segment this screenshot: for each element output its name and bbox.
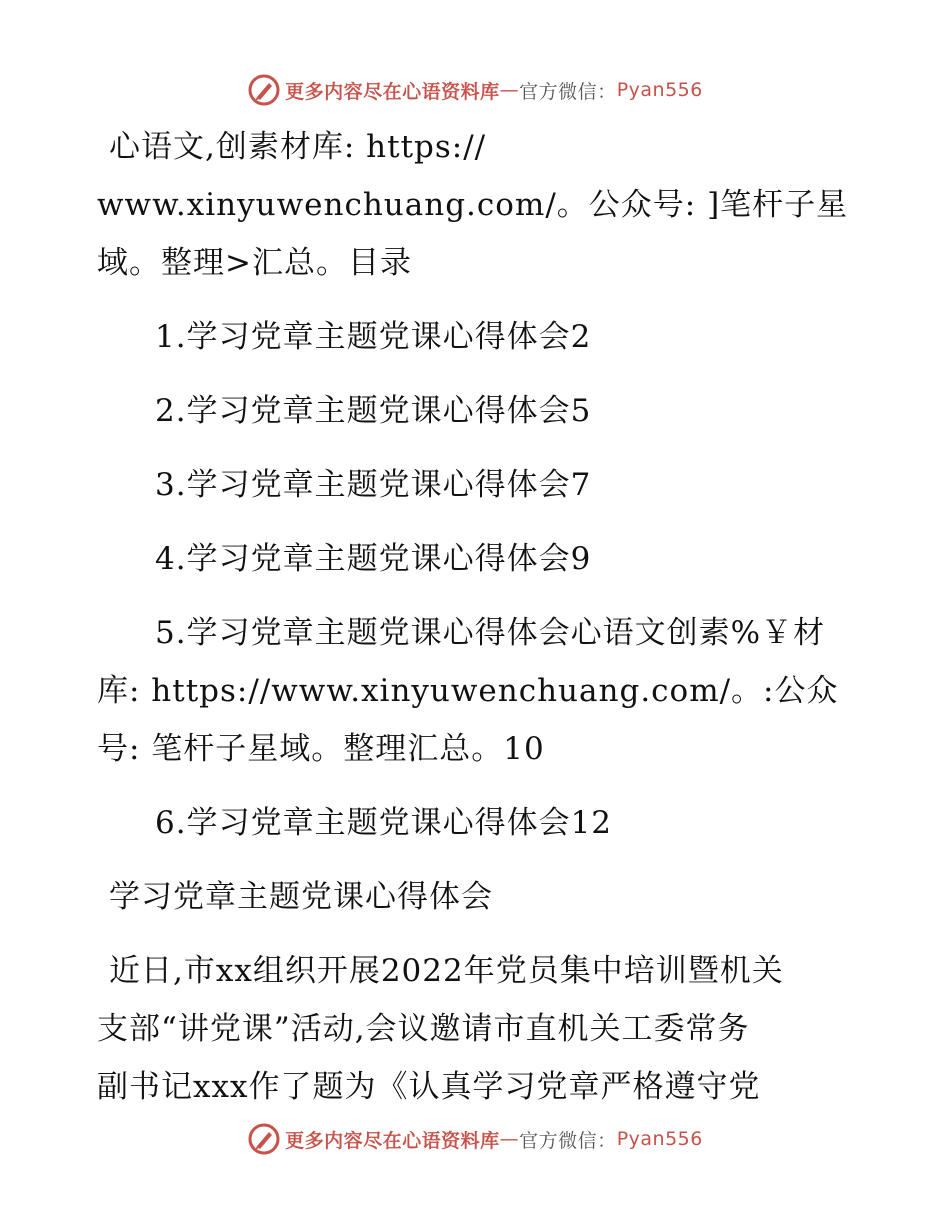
banner-main-text: 更多内容尽在心语资料库 xyxy=(285,1129,500,1152)
banner-main-text: 更多内容尽在心语资料库 xyxy=(285,80,500,103)
toc-item: 1.学习党章主题党课心得体会2 xyxy=(155,319,592,355)
banner-dash: — xyxy=(499,1128,520,1150)
toc-item: 2.学习党章主题党课心得体会5 xyxy=(155,393,592,429)
body-paragraph-line: 副书记xxx作了题为《认真学习党章严格遵守党 xyxy=(97,1069,761,1105)
toc-item: 6.学习党章主题党课心得体会12 xyxy=(155,805,613,841)
toc-item-continued: 号: 笔杆子星域。整理汇总。10 xyxy=(97,731,545,767)
banner-wechat-id: Pyan556 xyxy=(616,1128,703,1150)
intro-line: 域。整理>汇总。目录 xyxy=(97,245,412,281)
toc-item: 3.学习党章主题党课心得体会7 xyxy=(155,467,592,503)
intro-line: 心语文,创素材库: https:// xyxy=(109,129,487,165)
pen-logo-icon xyxy=(247,1122,281,1156)
toc-item-continued: 库: https://www.xinyuwenchuang.com/。:公众 xyxy=(97,673,839,709)
intro-line: www.xinyuwenchuang.com/。公众号: ]笔杆子星 xyxy=(97,187,849,223)
toc-item: 5.学习党章主题党课心得体会心语文创素%￥材 xyxy=(155,615,826,651)
section-heading: 学习党章主题党课心得体会 xyxy=(109,879,493,915)
toc-item: 4.学习党章主题党课心得体会9 xyxy=(155,541,592,577)
banner-dash: — xyxy=(499,79,520,101)
pen-logo-icon xyxy=(247,73,281,107)
header-watermark-banner xyxy=(0,70,950,110)
banner-wechat-label: 官方微信： xyxy=(519,1129,617,1152)
banner-wechat-id: Pyan556 xyxy=(616,79,703,101)
banner-wechat-label: 官方微信： xyxy=(519,80,617,103)
footer-watermark-banner xyxy=(0,1119,950,1159)
body-paragraph-line: 近日,市xx组织开展2022年党员集中培训暨机关 xyxy=(109,953,784,989)
body-paragraph-line: 支部“讲党课”活动,会议邀请市直机关工委常务 xyxy=(97,1011,750,1047)
